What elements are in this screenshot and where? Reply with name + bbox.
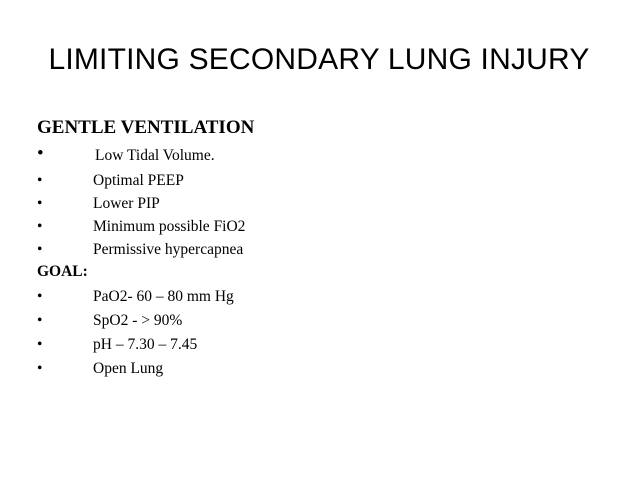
bullet-icon: • <box>37 143 44 164</box>
list-item-text: PaO2- 60 – 80 mm Hg <box>93 288 234 305</box>
list-item-text: Lower PIP <box>93 195 160 212</box>
section-heading-goal: GOAL: <box>37 263 88 280</box>
list-item-text: SpO2 - > 90% <box>93 312 183 329</box>
list-item <box>0 334 638 356</box>
list-item <box>0 216 638 238</box>
bullet-icon: • <box>37 288 43 305</box>
bullet-icon: • <box>37 218 43 235</box>
list-item <box>0 310 638 332</box>
bullet-icon: • <box>37 241 43 258</box>
list-item <box>0 286 638 308</box>
bullet-icon: • <box>37 360 43 377</box>
list-item <box>0 239 638 261</box>
list-item <box>0 145 638 167</box>
bullet-icon: • <box>37 312 43 329</box>
list-item-text: Optimal PEEP <box>93 172 184 189</box>
bullet-icon: • <box>37 336 43 353</box>
list-item <box>0 193 638 215</box>
bullet-icon: • <box>37 195 43 212</box>
list-item-text: Open Lung <box>93 360 164 377</box>
section-heading-gentle-ventilation: GENTLE VENTILATION <box>37 117 255 138</box>
list-item-text: Minimum possible FiO2 <box>93 218 246 235</box>
list-item-text: Permissive hypercapnea <box>93 241 244 258</box>
list-item-text: Low Tidal Volume. <box>95 147 215 164</box>
list-item-text: pH – 7.30 – 7.45 <box>93 336 198 353</box>
list-item <box>0 358 638 380</box>
list-item <box>0 170 638 192</box>
slide-title: LIMITING SECONDARY LUNG INJURY <box>48 43 590 76</box>
bullet-icon: • <box>37 172 43 189</box>
